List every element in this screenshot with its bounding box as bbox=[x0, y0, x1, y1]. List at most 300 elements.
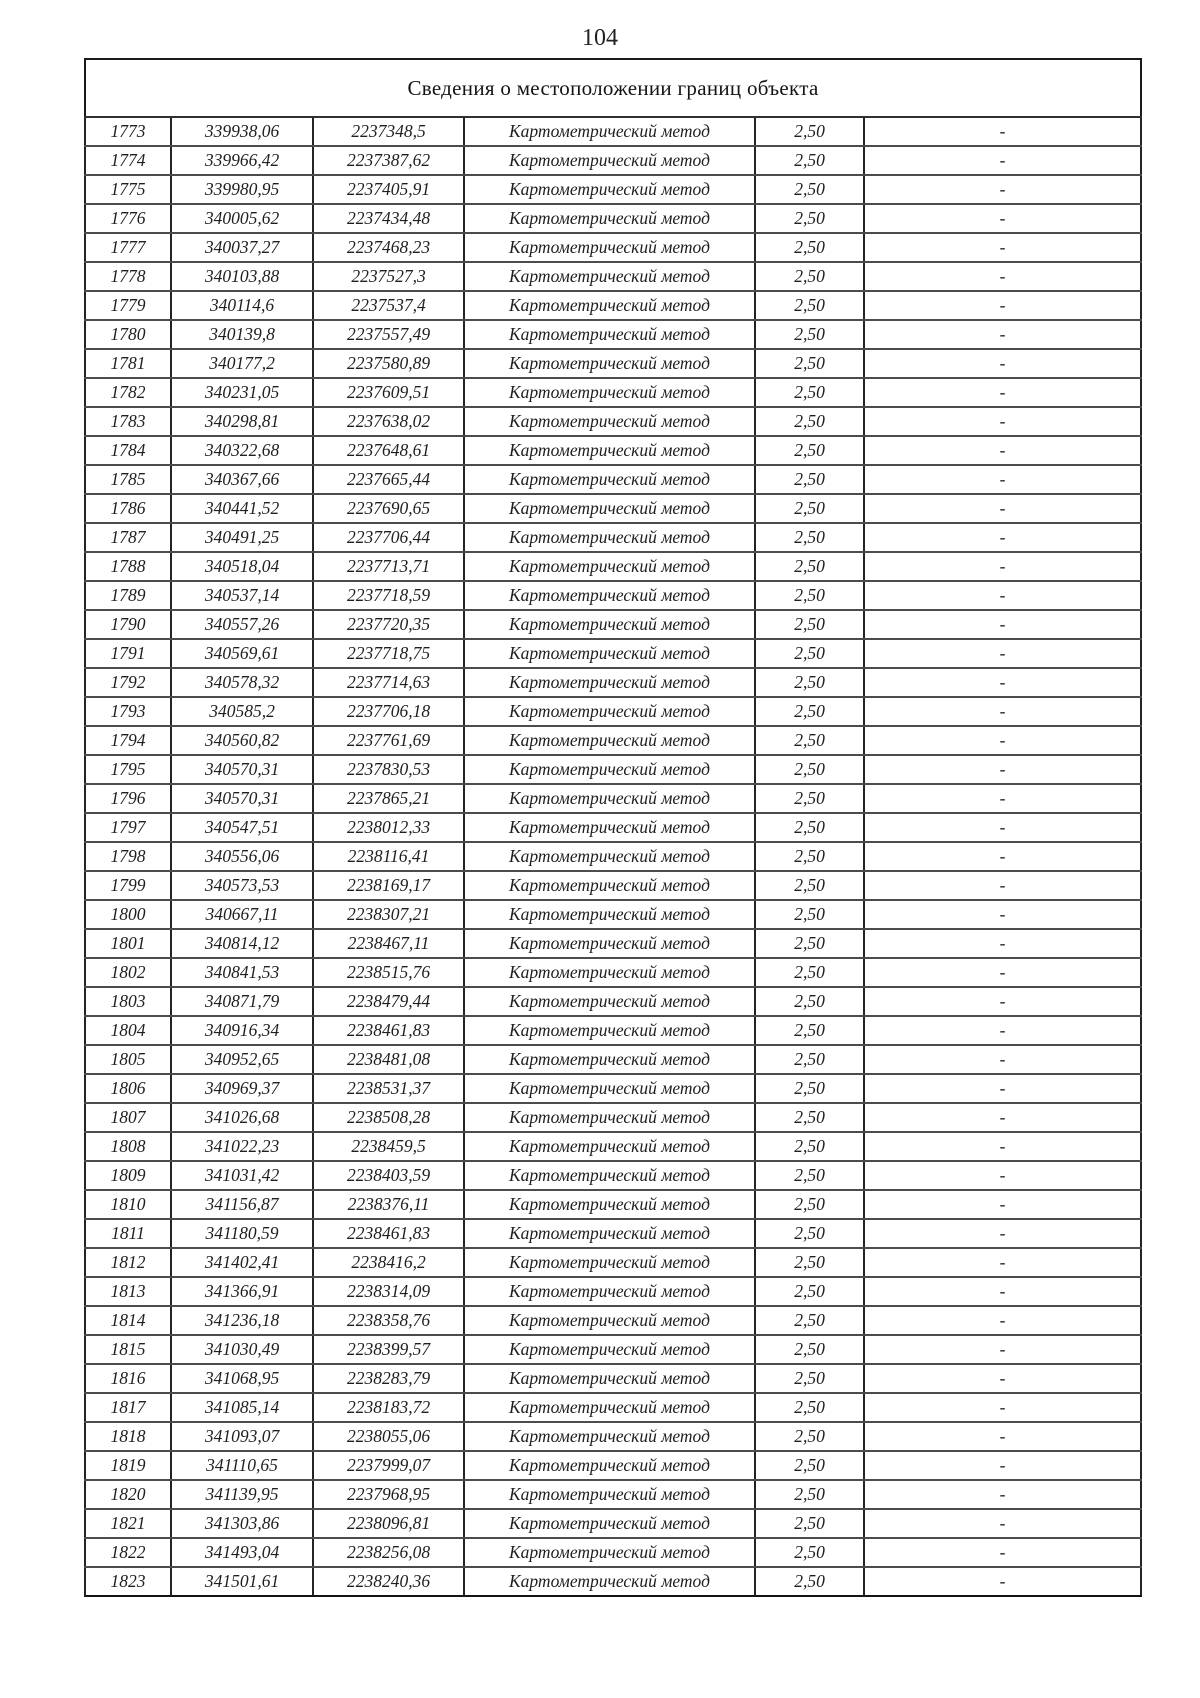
point-number-cell: 1822 bbox=[85, 1538, 171, 1567]
method-cell: Картометрический метод bbox=[464, 813, 755, 842]
method-cell: Картометрический метод bbox=[464, 1393, 755, 1422]
point-number-cell: 1783 bbox=[85, 407, 171, 436]
table-row bbox=[85, 1045, 1141, 1074]
method-cell: Картометрический метод bbox=[464, 494, 755, 523]
description-cell: - bbox=[864, 117, 1141, 146]
y-coordinate-cell: 2238515,76 bbox=[313, 958, 464, 987]
x-coordinate-cell: 340518,04 bbox=[171, 552, 313, 581]
x-coordinate-cell: 340578,32 bbox=[171, 668, 313, 697]
point-number-cell: 1785 bbox=[85, 465, 171, 494]
y-coordinate-cell: 2238055,06 bbox=[313, 1422, 464, 1451]
table-row bbox=[85, 1480, 1141, 1509]
precision-cell: 2,50 bbox=[755, 1335, 864, 1364]
method-cell: Картометрический метод bbox=[464, 233, 755, 262]
table-row bbox=[85, 958, 1141, 987]
point-number-cell: 1797 bbox=[85, 813, 171, 842]
precision-cell: 2,50 bbox=[755, 726, 864, 755]
table-row bbox=[85, 610, 1141, 639]
description-cell: - bbox=[864, 494, 1141, 523]
table-row bbox=[85, 1219, 1141, 1248]
x-coordinate-cell: 340585,2 bbox=[171, 697, 313, 726]
method-cell: Картометрический метод bbox=[464, 726, 755, 755]
method-cell: Картометрический метод bbox=[464, 1567, 755, 1596]
table-row bbox=[85, 813, 1141, 842]
description-cell: - bbox=[864, 1422, 1141, 1451]
y-coordinate-cell: 2238376,11 bbox=[313, 1190, 464, 1219]
precision-cell: 2,50 bbox=[755, 1016, 864, 1045]
x-coordinate-cell: 340841,53 bbox=[171, 958, 313, 987]
y-coordinate-cell: 2237720,35 bbox=[313, 610, 464, 639]
method-cell: Картометрический метод bbox=[464, 668, 755, 697]
table-row bbox=[85, 784, 1141, 813]
method-cell: Картометрический метод bbox=[464, 320, 755, 349]
y-coordinate-cell: 2237968,95 bbox=[313, 1480, 464, 1509]
table-row bbox=[85, 1190, 1141, 1219]
precision-cell: 2,50 bbox=[755, 668, 864, 697]
point-number-cell: 1775 bbox=[85, 175, 171, 204]
x-coordinate-cell: 341303,86 bbox=[171, 1509, 313, 1538]
description-cell: - bbox=[864, 262, 1141, 291]
x-coordinate-cell: 340547,51 bbox=[171, 813, 313, 842]
description-cell: - bbox=[864, 1451, 1141, 1480]
table-row bbox=[85, 349, 1141, 378]
precision-cell: 2,50 bbox=[755, 320, 864, 349]
precision-cell: 2,50 bbox=[755, 262, 864, 291]
method-cell: Картометрический метод bbox=[464, 581, 755, 610]
precision-cell: 2,50 bbox=[755, 639, 864, 668]
y-coordinate-cell: 2237387,62 bbox=[313, 146, 464, 175]
precision-cell: 2,50 bbox=[755, 1451, 864, 1480]
description-cell: - bbox=[864, 871, 1141, 900]
method-cell: Картометрический метод bbox=[464, 987, 755, 1016]
precision-cell: 2,50 bbox=[755, 1364, 864, 1393]
description-cell: - bbox=[864, 813, 1141, 842]
description-cell: - bbox=[864, 987, 1141, 1016]
y-coordinate-cell: 2237999,07 bbox=[313, 1451, 464, 1480]
method-cell: Картометрический метод bbox=[464, 204, 755, 233]
description-cell: - bbox=[864, 1364, 1141, 1393]
method-cell: Картометрический метод bbox=[464, 1480, 755, 1509]
table-row bbox=[85, 639, 1141, 668]
method-cell: Картометрический метод bbox=[464, 1161, 755, 1190]
x-coordinate-cell: 340569,61 bbox=[171, 639, 313, 668]
table-row bbox=[85, 1509, 1141, 1538]
y-coordinate-cell: 2238508,28 bbox=[313, 1103, 464, 1132]
precision-cell: 2,50 bbox=[755, 697, 864, 726]
point-number-cell: 1792 bbox=[85, 668, 171, 697]
point-number-cell: 1789 bbox=[85, 581, 171, 610]
method-cell: Картометрический метод bbox=[464, 291, 755, 320]
x-coordinate-cell: 340952,65 bbox=[171, 1045, 313, 1074]
point-number-cell: 1806 bbox=[85, 1074, 171, 1103]
x-coordinate-cell: 341085,14 bbox=[171, 1393, 313, 1422]
point-number-cell: 1773 bbox=[85, 117, 171, 146]
method-cell: Картометрический метод bbox=[464, 436, 755, 465]
method-cell: Картометрический метод bbox=[464, 1422, 755, 1451]
table-row bbox=[85, 668, 1141, 697]
point-number-cell: 1815 bbox=[85, 1335, 171, 1364]
method-cell: Картометрический метод bbox=[464, 1451, 755, 1480]
table-row bbox=[85, 842, 1141, 871]
x-coordinate-cell: 340037,27 bbox=[171, 233, 313, 262]
precision-cell: 2,50 bbox=[755, 755, 864, 784]
x-coordinate-cell: 341139,95 bbox=[171, 1480, 313, 1509]
y-coordinate-cell: 2238467,11 bbox=[313, 929, 464, 958]
x-coordinate-cell: 341180,59 bbox=[171, 1219, 313, 1248]
table-row bbox=[85, 1538, 1141, 1567]
description-cell: - bbox=[864, 668, 1141, 697]
description-cell: - bbox=[864, 610, 1141, 639]
precision-cell: 2,50 bbox=[755, 842, 864, 871]
description-cell: - bbox=[864, 1045, 1141, 1074]
y-coordinate-cell: 2238240,36 bbox=[313, 1567, 464, 1596]
description-cell: - bbox=[864, 1132, 1141, 1161]
x-coordinate-cell: 340298,81 bbox=[171, 407, 313, 436]
precision-cell: 2,50 bbox=[755, 494, 864, 523]
point-number-cell: 1793 bbox=[85, 697, 171, 726]
y-coordinate-cell: 2237830,53 bbox=[313, 755, 464, 784]
point-number-cell: 1780 bbox=[85, 320, 171, 349]
y-coordinate-cell: 2237434,48 bbox=[313, 204, 464, 233]
precision-cell: 2,50 bbox=[755, 291, 864, 320]
method-cell: Картометрический метод bbox=[464, 349, 755, 378]
description-cell: - bbox=[864, 523, 1141, 552]
y-coordinate-cell: 2237527,3 bbox=[313, 262, 464, 291]
table-title: Сведения о местоположении границ объекта bbox=[85, 59, 1141, 117]
method-cell: Картометрический метод bbox=[464, 262, 755, 291]
point-number-cell: 1802 bbox=[85, 958, 171, 987]
x-coordinate-cell: 340491,25 bbox=[171, 523, 313, 552]
x-coordinate-cell: 340537,14 bbox=[171, 581, 313, 610]
table-title-row bbox=[85, 59, 1141, 117]
point-number-cell: 1786 bbox=[85, 494, 171, 523]
precision-cell: 2,50 bbox=[755, 1509, 864, 1538]
method-cell: Картометрический метод bbox=[464, 842, 755, 871]
method-cell: Картометрический метод bbox=[464, 697, 755, 726]
description-cell: - bbox=[864, 436, 1141, 465]
method-cell: Картометрический метод bbox=[464, 378, 755, 407]
x-coordinate-cell: 341156,87 bbox=[171, 1190, 313, 1219]
table-row bbox=[85, 378, 1141, 407]
point-number-cell: 1776 bbox=[85, 204, 171, 233]
method-cell: Картометрический метод bbox=[464, 958, 755, 987]
x-coordinate-cell: 340177,2 bbox=[171, 349, 313, 378]
x-coordinate-cell: 340322,68 bbox=[171, 436, 313, 465]
method-cell: Картометрический метод bbox=[464, 1277, 755, 1306]
method-cell: Картометрический метод bbox=[464, 929, 755, 958]
precision-cell: 2,50 bbox=[755, 204, 864, 233]
point-number-cell: 1805 bbox=[85, 1045, 171, 1074]
description-cell: - bbox=[864, 726, 1141, 755]
table-row bbox=[85, 320, 1141, 349]
boundary-info-table bbox=[84, 58, 1142, 1597]
y-coordinate-cell: 2237713,71 bbox=[313, 552, 464, 581]
precision-cell: 2,50 bbox=[755, 987, 864, 1016]
point-number-cell: 1803 bbox=[85, 987, 171, 1016]
description-cell: - bbox=[864, 1219, 1141, 1248]
point-number-cell: 1800 bbox=[85, 900, 171, 929]
x-coordinate-cell: 341493,04 bbox=[171, 1538, 313, 1567]
table-row bbox=[85, 1451, 1141, 1480]
point-number-cell: 1807 bbox=[85, 1103, 171, 1132]
y-coordinate-cell: 2238399,57 bbox=[313, 1335, 464, 1364]
x-coordinate-cell: 340139,8 bbox=[171, 320, 313, 349]
table-row bbox=[85, 523, 1141, 552]
y-coordinate-cell: 2238416,2 bbox=[313, 1248, 464, 1277]
method-cell: Картометрический метод bbox=[464, 1219, 755, 1248]
y-coordinate-cell: 2237718,59 bbox=[313, 581, 464, 610]
y-coordinate-cell: 2238116,41 bbox=[313, 842, 464, 871]
point-number-cell: 1817 bbox=[85, 1393, 171, 1422]
precision-cell: 2,50 bbox=[755, 1393, 864, 1422]
point-number-cell: 1814 bbox=[85, 1306, 171, 1335]
precision-cell: 2,50 bbox=[755, 784, 864, 813]
method-cell: Картометрический метод bbox=[464, 610, 755, 639]
point-number-cell: 1818 bbox=[85, 1422, 171, 1451]
y-coordinate-cell: 2238531,37 bbox=[313, 1074, 464, 1103]
table-row bbox=[85, 494, 1141, 523]
table-row bbox=[85, 726, 1141, 755]
x-coordinate-cell: 339980,95 bbox=[171, 175, 313, 204]
table-row bbox=[85, 697, 1141, 726]
x-coordinate-cell: 340560,82 bbox=[171, 726, 313, 755]
precision-cell: 2,50 bbox=[755, 1074, 864, 1103]
precision-cell: 2,50 bbox=[755, 1538, 864, 1567]
precision-cell: 2,50 bbox=[755, 1567, 864, 1596]
x-coordinate-cell: 341236,18 bbox=[171, 1306, 313, 1335]
table-row bbox=[85, 581, 1141, 610]
y-coordinate-cell: 2237706,44 bbox=[313, 523, 464, 552]
description-cell: - bbox=[864, 1393, 1141, 1422]
point-number-cell: 1816 bbox=[85, 1364, 171, 1393]
table-row bbox=[85, 1074, 1141, 1103]
precision-cell: 2,50 bbox=[755, 581, 864, 610]
table-row bbox=[85, 987, 1141, 1016]
x-coordinate-cell: 341366,91 bbox=[171, 1277, 313, 1306]
description-cell: - bbox=[864, 784, 1141, 813]
x-coordinate-cell: 340916,34 bbox=[171, 1016, 313, 1045]
description-cell: - bbox=[864, 1277, 1141, 1306]
point-number-cell: 1811 bbox=[85, 1219, 171, 1248]
x-coordinate-cell: 340573,53 bbox=[171, 871, 313, 900]
table-row bbox=[85, 1364, 1141, 1393]
point-number-cell: 1787 bbox=[85, 523, 171, 552]
description-cell: - bbox=[864, 407, 1141, 436]
description-cell: - bbox=[864, 958, 1141, 987]
method-cell: Картометрический метод bbox=[464, 1538, 755, 1567]
table-row bbox=[85, 146, 1141, 175]
point-number-cell: 1795 bbox=[85, 755, 171, 784]
precision-cell: 2,50 bbox=[755, 871, 864, 900]
point-number-cell: 1788 bbox=[85, 552, 171, 581]
method-cell: Картометрический метод bbox=[464, 755, 755, 784]
precision-cell: 2,50 bbox=[755, 378, 864, 407]
x-coordinate-cell: 341031,42 bbox=[171, 1161, 313, 1190]
table-row bbox=[85, 117, 1141, 146]
point-number-cell: 1809 bbox=[85, 1161, 171, 1190]
page-number: 104 bbox=[582, 25, 618, 51]
y-coordinate-cell: 2238012,33 bbox=[313, 813, 464, 842]
y-coordinate-cell: 2237690,65 bbox=[313, 494, 464, 523]
method-cell: Картометрический метод bbox=[464, 1103, 755, 1132]
x-coordinate-cell: 341026,68 bbox=[171, 1103, 313, 1132]
x-coordinate-cell: 340103,88 bbox=[171, 262, 313, 291]
y-coordinate-cell: 2237718,75 bbox=[313, 639, 464, 668]
description-cell: - bbox=[864, 291, 1141, 320]
method-cell: Картометрический метод bbox=[464, 175, 755, 204]
precision-cell: 2,50 bbox=[755, 523, 864, 552]
x-coordinate-cell: 341068,95 bbox=[171, 1364, 313, 1393]
point-number-cell: 1782 bbox=[85, 378, 171, 407]
table-row bbox=[85, 436, 1141, 465]
x-coordinate-cell: 340114,6 bbox=[171, 291, 313, 320]
precision-cell: 2,50 bbox=[755, 958, 864, 987]
x-coordinate-cell: 341030,49 bbox=[171, 1335, 313, 1364]
y-coordinate-cell: 2237468,23 bbox=[313, 233, 464, 262]
method-cell: Картометрический метод bbox=[464, 1306, 755, 1335]
x-coordinate-cell: 340556,06 bbox=[171, 842, 313, 871]
method-cell: Картометрический метод bbox=[464, 1248, 755, 1277]
y-coordinate-cell: 2237348,5 bbox=[313, 117, 464, 146]
method-cell: Картометрический метод bbox=[464, 552, 755, 581]
method-cell: Картометрический метод bbox=[464, 146, 755, 175]
precision-cell: 2,50 bbox=[755, 1248, 864, 1277]
table-row bbox=[85, 291, 1141, 320]
x-coordinate-cell: 341402,41 bbox=[171, 1248, 313, 1277]
description-cell: - bbox=[864, 378, 1141, 407]
y-coordinate-cell: 2237648,61 bbox=[313, 436, 464, 465]
y-coordinate-cell: 2237405,91 bbox=[313, 175, 464, 204]
y-coordinate-cell: 2238283,79 bbox=[313, 1364, 464, 1393]
method-cell: Картометрический метод bbox=[464, 1074, 755, 1103]
table-row bbox=[85, 1335, 1141, 1364]
point-number-cell: 1798 bbox=[85, 842, 171, 871]
point-number-cell: 1777 bbox=[85, 233, 171, 262]
point-number-cell: 1801 bbox=[85, 929, 171, 958]
point-number-cell: 1821 bbox=[85, 1509, 171, 1538]
point-number-cell: 1810 bbox=[85, 1190, 171, 1219]
precision-cell: 2,50 bbox=[755, 1277, 864, 1306]
method-cell: Картометрический метод bbox=[464, 871, 755, 900]
x-coordinate-cell: 340814,12 bbox=[171, 929, 313, 958]
x-coordinate-cell: 341093,07 bbox=[171, 1422, 313, 1451]
description-cell: - bbox=[864, 581, 1141, 610]
description-cell: - bbox=[864, 1567, 1141, 1596]
table-row bbox=[85, 900, 1141, 929]
description-cell: - bbox=[864, 146, 1141, 175]
y-coordinate-cell: 2237706,18 bbox=[313, 697, 464, 726]
point-number-cell: 1778 bbox=[85, 262, 171, 291]
description-cell: - bbox=[864, 1509, 1141, 1538]
x-coordinate-cell: 340570,31 bbox=[171, 784, 313, 813]
precision-cell: 2,50 bbox=[755, 117, 864, 146]
point-number-cell: 1791 bbox=[85, 639, 171, 668]
point-number-cell: 1779 bbox=[85, 291, 171, 320]
precision-cell: 2,50 bbox=[755, 233, 864, 262]
point-number-cell: 1796 bbox=[85, 784, 171, 813]
description-cell: - bbox=[864, 755, 1141, 784]
precision-cell: 2,50 bbox=[755, 407, 864, 436]
method-cell: Картометрический метод bbox=[464, 1190, 755, 1219]
precision-cell: 2,50 bbox=[755, 813, 864, 842]
x-coordinate-cell: 340441,52 bbox=[171, 494, 313, 523]
point-number-cell: 1804 bbox=[85, 1016, 171, 1045]
x-coordinate-cell: 340667,11 bbox=[171, 900, 313, 929]
point-number-cell: 1781 bbox=[85, 349, 171, 378]
table-row bbox=[85, 1132, 1141, 1161]
precision-cell: 2,50 bbox=[755, 349, 864, 378]
description-cell: - bbox=[864, 552, 1141, 581]
description-cell: - bbox=[864, 1074, 1141, 1103]
point-number-cell: 1774 bbox=[85, 146, 171, 175]
x-coordinate-cell: 340570,31 bbox=[171, 755, 313, 784]
description-cell: - bbox=[864, 697, 1141, 726]
x-coordinate-cell: 341501,61 bbox=[171, 1567, 313, 1596]
table-row bbox=[85, 1277, 1141, 1306]
precision-cell: 2,50 bbox=[755, 1132, 864, 1161]
precision-cell: 2,50 bbox=[755, 610, 864, 639]
method-cell: Картометрический метод bbox=[464, 784, 755, 813]
y-coordinate-cell: 2237665,44 bbox=[313, 465, 464, 494]
description-cell: - bbox=[864, 1161, 1141, 1190]
y-coordinate-cell: 2237638,02 bbox=[313, 407, 464, 436]
table-row bbox=[85, 1306, 1141, 1335]
y-coordinate-cell: 2238358,76 bbox=[313, 1306, 464, 1335]
table-row bbox=[85, 233, 1141, 262]
precision-cell: 2,50 bbox=[755, 1422, 864, 1451]
table-row bbox=[85, 871, 1141, 900]
precision-cell: 2,50 bbox=[755, 1480, 864, 1509]
method-cell: Картометрический метод bbox=[464, 465, 755, 494]
precision-cell: 2,50 bbox=[755, 552, 864, 581]
precision-cell: 2,50 bbox=[755, 1161, 864, 1190]
table-row bbox=[85, 262, 1141, 291]
description-cell: - bbox=[864, 1480, 1141, 1509]
y-coordinate-cell: 2238459,5 bbox=[313, 1132, 464, 1161]
description-cell: - bbox=[864, 175, 1141, 204]
y-coordinate-cell: 2238479,44 bbox=[313, 987, 464, 1016]
precision-cell: 2,50 bbox=[755, 1306, 864, 1335]
description-cell: - bbox=[864, 1306, 1141, 1335]
table-row bbox=[85, 465, 1141, 494]
description-cell: - bbox=[864, 1538, 1141, 1567]
method-cell: Картометрический метод bbox=[464, 1016, 755, 1045]
table-row bbox=[85, 929, 1141, 958]
point-number-cell: 1820 bbox=[85, 1480, 171, 1509]
y-coordinate-cell: 2238461,83 bbox=[313, 1016, 464, 1045]
x-coordinate-cell: 339938,06 bbox=[171, 117, 313, 146]
point-number-cell: 1823 bbox=[85, 1567, 171, 1596]
method-cell: Картометрический метод bbox=[464, 639, 755, 668]
description-cell: - bbox=[864, 349, 1141, 378]
x-coordinate-cell: 340969,37 bbox=[171, 1074, 313, 1103]
table-row bbox=[85, 1016, 1141, 1045]
point-number-cell: 1819 bbox=[85, 1451, 171, 1480]
x-coordinate-cell: 341022,23 bbox=[171, 1132, 313, 1161]
point-number-cell: 1813 bbox=[85, 1277, 171, 1306]
method-cell: Картометрический метод bbox=[464, 900, 755, 929]
point-number-cell: 1794 bbox=[85, 726, 171, 755]
precision-cell: 2,50 bbox=[755, 175, 864, 204]
method-cell: Картометрический метод bbox=[464, 1045, 755, 1074]
description-cell: - bbox=[864, 900, 1141, 929]
x-coordinate-cell: 339966,42 bbox=[171, 146, 313, 175]
y-coordinate-cell: 2238096,81 bbox=[313, 1509, 464, 1538]
y-coordinate-cell: 2237557,49 bbox=[313, 320, 464, 349]
precision-cell: 2,50 bbox=[755, 436, 864, 465]
y-coordinate-cell: 2237537,4 bbox=[313, 291, 464, 320]
precision-cell: 2,50 bbox=[755, 1045, 864, 1074]
